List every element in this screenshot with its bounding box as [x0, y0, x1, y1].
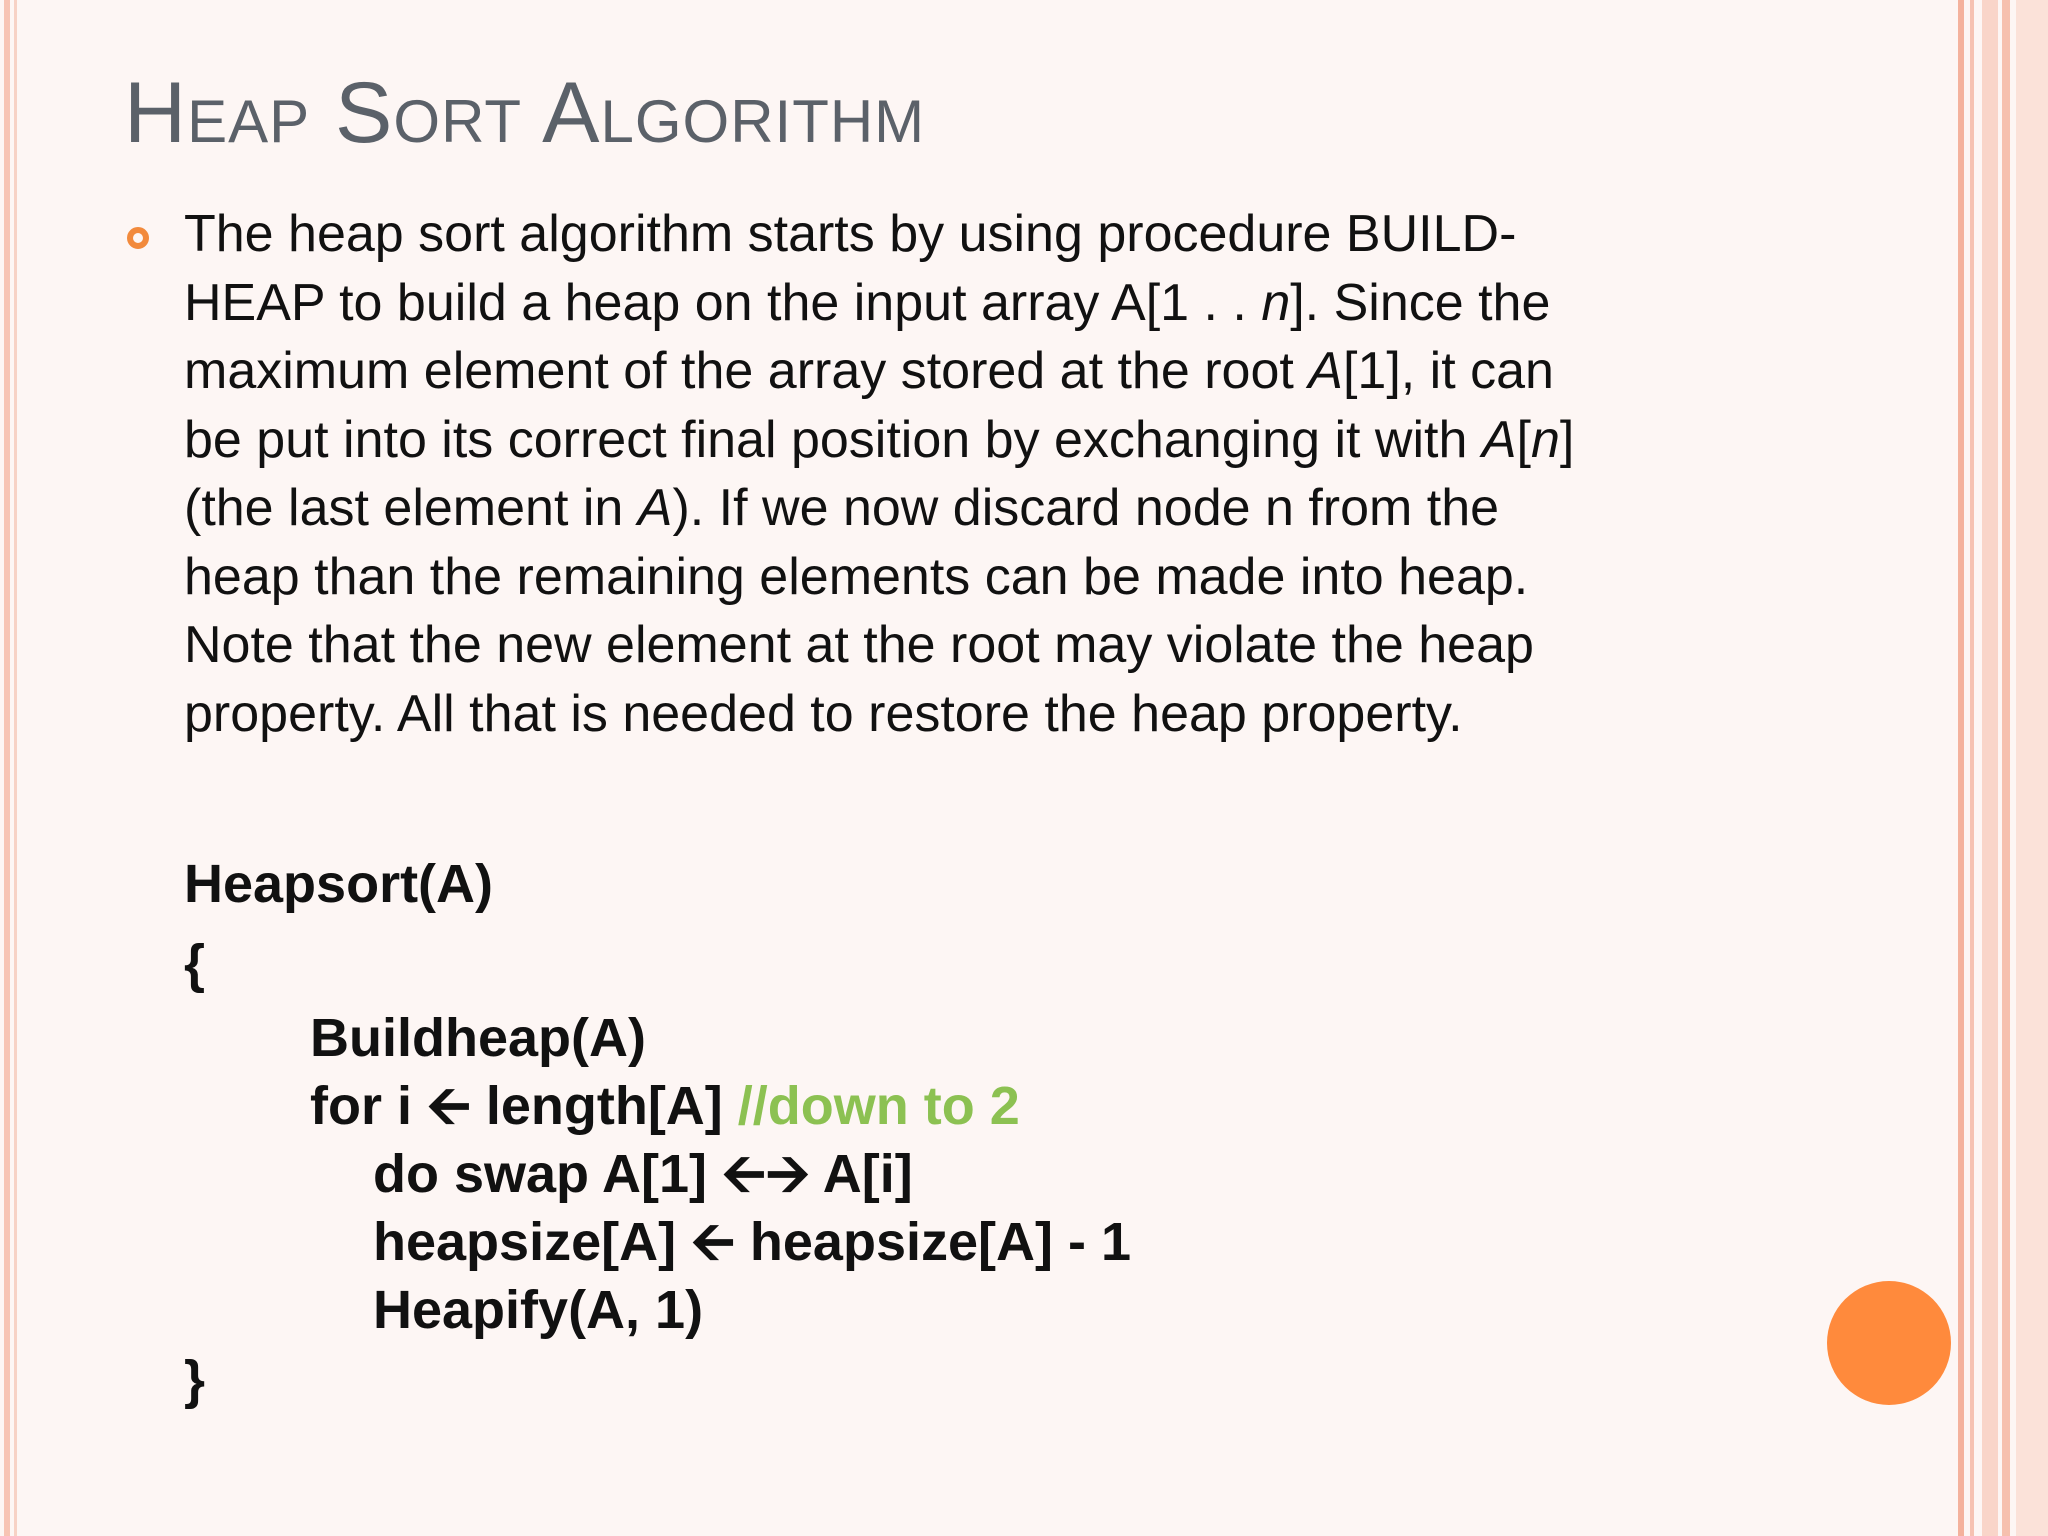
- paragraph-line: HEAP to build a heap on the input array A[1 . . n]. Since the: [184, 273, 1551, 332]
- left-border-stripe: [4, 0, 10, 1536]
- code-line-heapsize: heapsize[A] 🡨 heapsize[A] - 1: [373, 1212, 1132, 1272]
- bullet-circle-icon: [127, 227, 149, 249]
- right-border-stripe: [2002, 0, 2010, 1536]
- right-border-stripe: [2016, 0, 2048, 1536]
- paragraph-line: Note that the new element at the root may violate the heap: [184, 616, 1534, 674]
- paragraph-line: (the last element in A). If we now discard node n from the: [184, 479, 1500, 537]
- right-border-stripe: [1958, 0, 1964, 1536]
- orange-circle-decoration: [1827, 1281, 1951, 1405]
- code-line-heapify: Heapify(A, 1): [373, 1280, 704, 1340]
- right-border-stripe: [1982, 0, 1998, 1536]
- code-header: Heapsort(A): [184, 854, 494, 914]
- code-comment: //down to 2: [737, 1076, 1020, 1136]
- code-line-buildheap: Buildheap(A): [310, 1008, 646, 1068]
- paragraph-line: be put into its correct final position by exchanging it with A[n]: [184, 410, 1575, 469]
- bullet-paragraph: [184, 200, 1744, 748]
- code-close-brace: }: [184, 1350, 206, 1410]
- code-line-for: for i 🡨 length[A] //down to 2: [310, 1076, 1020, 1136]
- code-line-swap: do swap A[1] 🡨🡪 A[i]: [373, 1144, 913, 1204]
- code-open-brace: {: [184, 934, 206, 994]
- paragraph-line: maximum element of the array stored at the root A[1], it can: [184, 342, 1554, 400]
- slide-title: Heap Sort Algorithm: [124, 65, 926, 161]
- paragraph-line: The heap sort algorithm starts by using procedure BUILD-: [184, 205, 1517, 263]
- right-border-stripe: [1970, 0, 1974, 1536]
- paragraph-line: property. All that is needed to restore the heap property.: [184, 684, 1463, 743]
- paragraph-line: heap than the remaining elements can be made into heap.: [184, 547, 1529, 606]
- left-border-stripe-thin: [14, 0, 17, 1536]
